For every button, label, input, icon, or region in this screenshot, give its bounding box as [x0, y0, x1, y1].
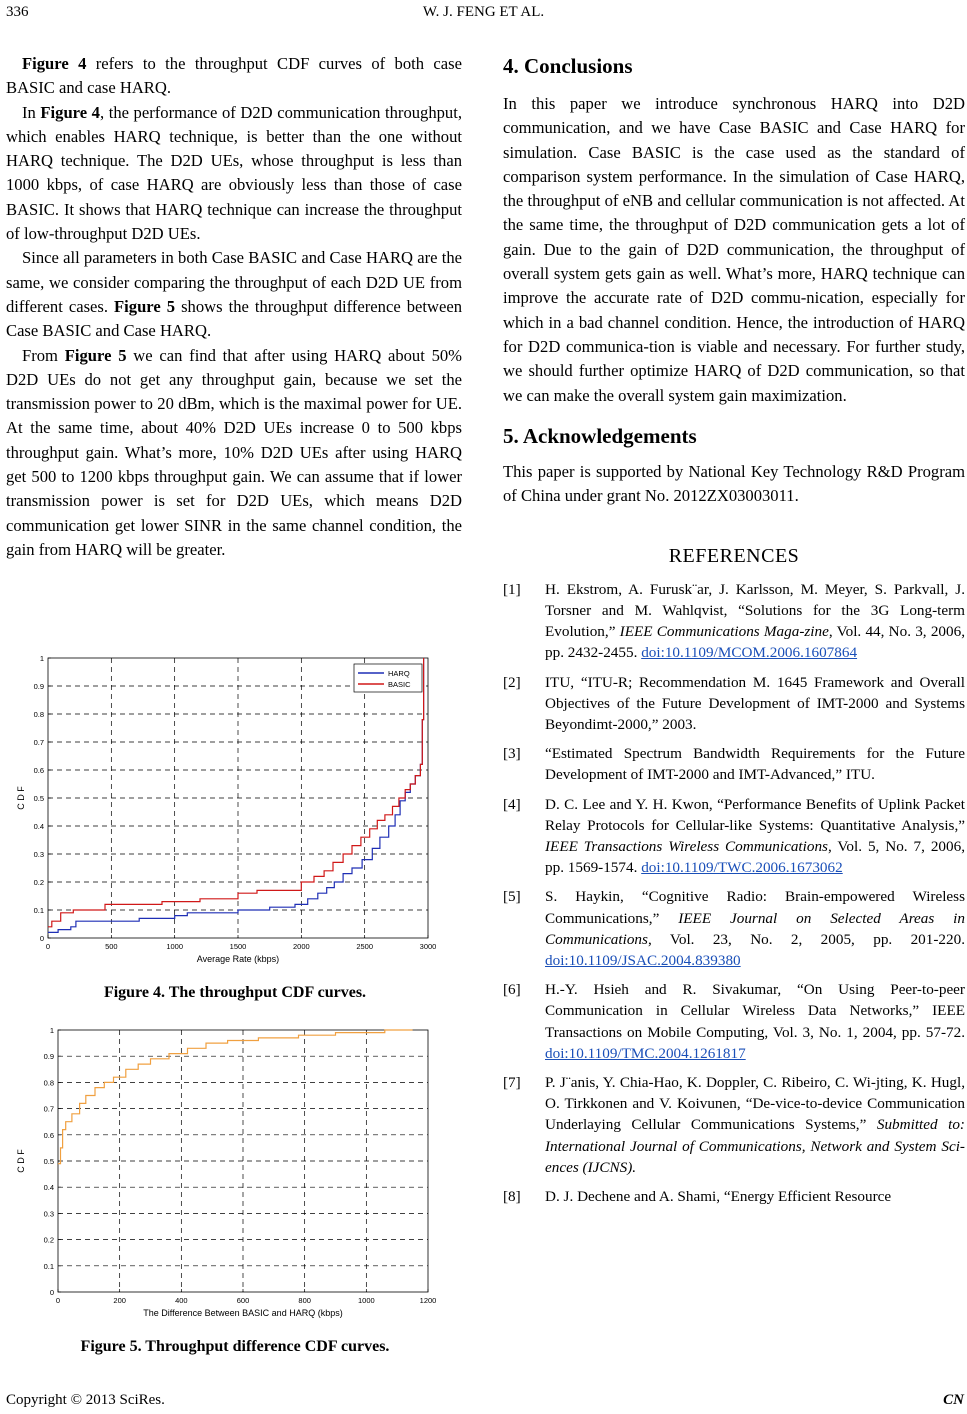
- reference-text: H.-Y. Hsieh and R. Sivakumar, “On Using Peer-to-peer Communication in Cellular Wireless Data Networks,” IEEE Transactions on Mobile Computing, Vol. 3, No. 1, 2004, pp. 57-72.: [545, 981, 965, 1041]
- paragraph-4: [6, 344, 462, 563]
- reference-text: D. J. Dechene and A. Shami, “Energy Efficient Resource: [545, 1188, 892, 1206]
- reference-item: [503, 1186, 965, 1207]
- tick-label-y: 0.3: [33, 850, 44, 859]
- doi-link[interactable]: doi:10.1109/MCOM.2006.1607864: [641, 644, 858, 662]
- reference-journal: Submitted to: International Journal of Communications, Network and System Sci-ences (IJCNS).: [545, 1116, 965, 1176]
- reference-number: [5]: [503, 888, 521, 906]
- reference-text: P. J¨anis, Y. Chia-Hao, K. Doppler, C. Ribeiro, C. Wi-jting, K. Hugl, O. Tirkkonen and V. Koivunen, “De-vice-to-device Communication Underlaying Cellular Communications Systems,”: [545, 1074, 965, 1134]
- reference-journal: IEEE Journal on Selected Areas in Communications: [545, 909, 965, 948]
- tick-label-y: 0.9: [43, 1052, 54, 1062]
- references-list: [503, 579, 965, 1207]
- tick-label-x: 200: [113, 1296, 126, 1305]
- figure-4-caption: Figure 4. The throughput CDF curves.: [103, 984, 367, 1001]
- reference-number: [4]: [503, 795, 521, 813]
- acknowledgements-heading: 5. Acknowledgements: [503, 423, 697, 448]
- tick-label-x: 0: [55, 1296, 61, 1305]
- doi-link[interactable]: doi:10.1109/JSAC.2004.839380: [545, 952, 741, 969]
- tick-label-y: 0.7: [43, 1104, 54, 1114]
- tick-label-x: 1500: [229, 942, 247, 951]
- tick-label-y: 0: [49, 1288, 54, 1297]
- reference-number: [2]: [503, 673, 521, 691]
- y-axis-label: C D F: [16, 1149, 26, 1173]
- page-footer: [6, 1392, 964, 1412]
- reference-number: [6]: [503, 981, 521, 999]
- reference-item: [503, 886, 965, 971]
- tick-label-y: 0.5: [43, 1157, 54, 1166]
- paragraph-text: shows the throughput difference between Case BASIC and Case HARQ.: [6, 296, 462, 341]
- tick-label-x: 1200: [419, 1296, 437, 1305]
- tick-label-y: 0.3: [43, 1209, 54, 1219]
- references-heading: REFERENCES: [668, 545, 800, 568]
- paragraph-text: , the performance of D2D communication throughput, which enables HARQ technique, is better than the one without HARQ technique. The D2D UEs, whose throughput is less than 1000 kbps, of case HARQ are obviously less than those of case BASIC. It shows that HARQ technique can increase the throughput of low-throughput D2D UEs.: [6, 102, 462, 244]
- tick-label-y: 0.6: [43, 1130, 54, 1140]
- figure-ref: Figure 4: [22, 54, 87, 73]
- acknowledgements-text: This paper is supported by National Key Technology R&D Program of China under grant No. 2012ZX03003011.: [503, 461, 965, 506]
- tick-label-x: 400: [175, 1296, 188, 1305]
- reference-text: , Vol. 5, No. 7, 2006, pp. 1569-1574.: [545, 837, 966, 877]
- reference-text: , Vol. 44, No. 3, 2006, pp. 2432-2455.: [545, 623, 965, 662]
- tick-label-x: 800: [298, 1296, 311, 1305]
- page-number: 336: [6, 4, 29, 20]
- reference-item: [503, 579, 965, 664]
- reference-text: “Estimated Spectrum Bandwidth Requirements for the Future Development of IMT-2000 and IMT-Advanced,” ITU.: [545, 745, 965, 784]
- reference-journal: IEEE Transactions Wireless Communications: [545, 837, 828, 855]
- reference-text: ITU, “ITU-R; Recommendation M. 1645 Framework and Overall Objectives of the Future Development of IMT-2000 and Systems Beyondimt-2000,” 2003.: [545, 673, 965, 733]
- figure-ref: Figure 5: [114, 296, 176, 316]
- conclusions-text: In this paper we introduce synchronous HARQ into D2D communication, and we have Case BASIC and Case HARQ for simulation. Case BASIC is the case used as the standard of comparison system performance. In the simulation of Case HARQ, the throughput of eNB and cellular communication is not affected. At the same time, the throughput of D2D communication gets a lot of gain. Due to the gain of D2D communication, the throughput of overall system gets gain as well. What’s more, HARQ technique can improve the accurate rate of D2D commu-nication, especially for which in a bad channel condition. Hence, the introduction of HARQ for D2D communica-tion is viable and necessary. For further study, we should further optimize HARQ of D2D communication, so that we can make the overall system gain maximization.: [503, 94, 965, 405]
- paragraph-text: refers to the throughput CDF curves of both case BASIC and case HARQ.: [6, 54, 462, 98]
- reference-text: D. C. Lee and Y. H. Kwon, “Performance Benefits of Uplink Packet Relay Protocols for Cellular-like Systems: Quantitative Analysis,”: [545, 795, 965, 834]
- paragraph-text: we can find that after using HARQ about 50% D2D UEs do not get any throughput gain, because we set the transmission power to 20 dBm, which is the maximal power for UE. At the same time, about 40% D2D UEs increase 0 to 500 kbps throughput gain. What’s more, 10% D2D UEs after using HARQ get 500 to 1200 kbps throughput gain. We can assume that if lower transmission power is set for D2D UEs, which means D2D communication get lower SINR in the same channel condition, the gain from HARQ will be greater.: [6, 345, 462, 559]
- x-axis-label: Average Rate (kbps): [196, 954, 280, 964]
- doi-link[interactable]: doi:10.1109/TMC.2004.1261817: [545, 1044, 746, 1062]
- paragraph-3: [6, 246, 462, 343]
- tick-label-y: 0.8: [33, 710, 44, 719]
- legend-label: BASIC: [388, 680, 411, 689]
- tick-label-x: 2500: [356, 942, 374, 951]
- reference-journal: IEEE Communications Maga-zine: [619, 623, 829, 641]
- reference-item: [503, 743, 965, 785]
- figure-ref: Figure 4: [40, 102, 100, 122]
- figure-5: [10, 1020, 460, 1330]
- tick-label-y: 0.9: [33, 682, 44, 691]
- tick-label-y: 0.1: [43, 1261, 54, 1271]
- paragraph-1: [6, 52, 462, 101]
- figure-4-chart: [10, 648, 460, 968]
- paragraph-text: In: [22, 102, 41, 122]
- paragraph-2: [6, 101, 462, 247]
- journal-code: CN: [943, 1392, 964, 1408]
- conclusions-heading: 4. Conclusions: [503, 54, 633, 78]
- reference-number: [7]: [503, 1074, 521, 1092]
- tick-label-y: 0.1: [33, 906, 44, 915]
- tick-label-y: 0.7: [33, 738, 44, 747]
- reference-number: [8]: [503, 1188, 521, 1206]
- x-axis-label: The Difference Between BASIC and HARQ (kbps): [143, 1308, 343, 1318]
- running-title: W. J. FENG ET AL.: [422, 4, 545, 20]
- legend-label: HARQ: [388, 669, 410, 678]
- tick-label-x: 0: [45, 942, 51, 951]
- tick-label-x: 500: [105, 942, 118, 951]
- tick-label-y: 0.6: [33, 766, 44, 775]
- doi-link[interactable]: doi:10.1109/TWC.2006.1673062: [641, 859, 843, 877]
- reference-text: S. Haykin, “Cognitive Radio: Brain-empowered Wireless Communications,”: [545, 888, 965, 927]
- tick-label-y: 0.2: [33, 878, 44, 887]
- paragraph-text: From: [22, 345, 65, 365]
- figure-5-chart: [10, 1020, 460, 1330]
- tick-label-x: 1000: [357, 1296, 375, 1305]
- page-header: [0, 4, 967, 24]
- tick-label-y: 0.4: [33, 822, 44, 831]
- copyright: Copyright © 2013 SciRes.: [6, 1392, 165, 1408]
- tick-label-x: 3000: [419, 942, 437, 951]
- figure-4: [10, 648, 460, 968]
- right-column: [503, 52, 965, 1215]
- tick-label-y: 0: [39, 934, 44, 943]
- reference-number: [1]: [503, 580, 521, 598]
- y-axis-label: C D F: [16, 786, 26, 810]
- tick-label-y: 0.2: [43, 1235, 54, 1245]
- reference-item: [503, 672, 965, 736]
- figure-ref: Figure 5: [64, 345, 127, 365]
- reference-text: H. Ekstrom, A. Furusk¨ar, J. Karlsson, M. Meyer, S. Parkvall, J. Torsner and M. Wahlqvist, “Solutions for the 3G Long-term Evolution,”: [545, 580, 965, 641]
- paragraph-text: Since all parameters in both Case BASIC and Case HARQ are the same, we consider comparing the throughput of each D2D UE from different cases.: [6, 248, 462, 316]
- tick-label-x: 1000: [166, 942, 184, 951]
- reference-item: [503, 794, 965, 879]
- tick-label-y: 0.8: [43, 1078, 54, 1088]
- tick-label-x: 2000: [292, 942, 310, 951]
- tick-label-y: 1: [49, 1026, 54, 1035]
- tick-label-y: 0.5: [33, 794, 44, 803]
- tick-label-x: 600: [236, 1296, 250, 1305]
- reference-number: [3]: [503, 745, 521, 763]
- reference-item: [503, 1072, 965, 1178]
- left-column: [6, 52, 462, 562]
- reference-text: , Vol. 23, No. 2, 2005, pp. 201-220.: [647, 930, 965, 948]
- reference-item: [503, 979, 965, 1064]
- tick-label-y: 0.4: [43, 1183, 54, 1193]
- figure-5-caption: Figure 5. Throughput difference CDF curves.: [80, 1338, 390, 1355]
- tick-label-y: 1: [39, 654, 44, 663]
